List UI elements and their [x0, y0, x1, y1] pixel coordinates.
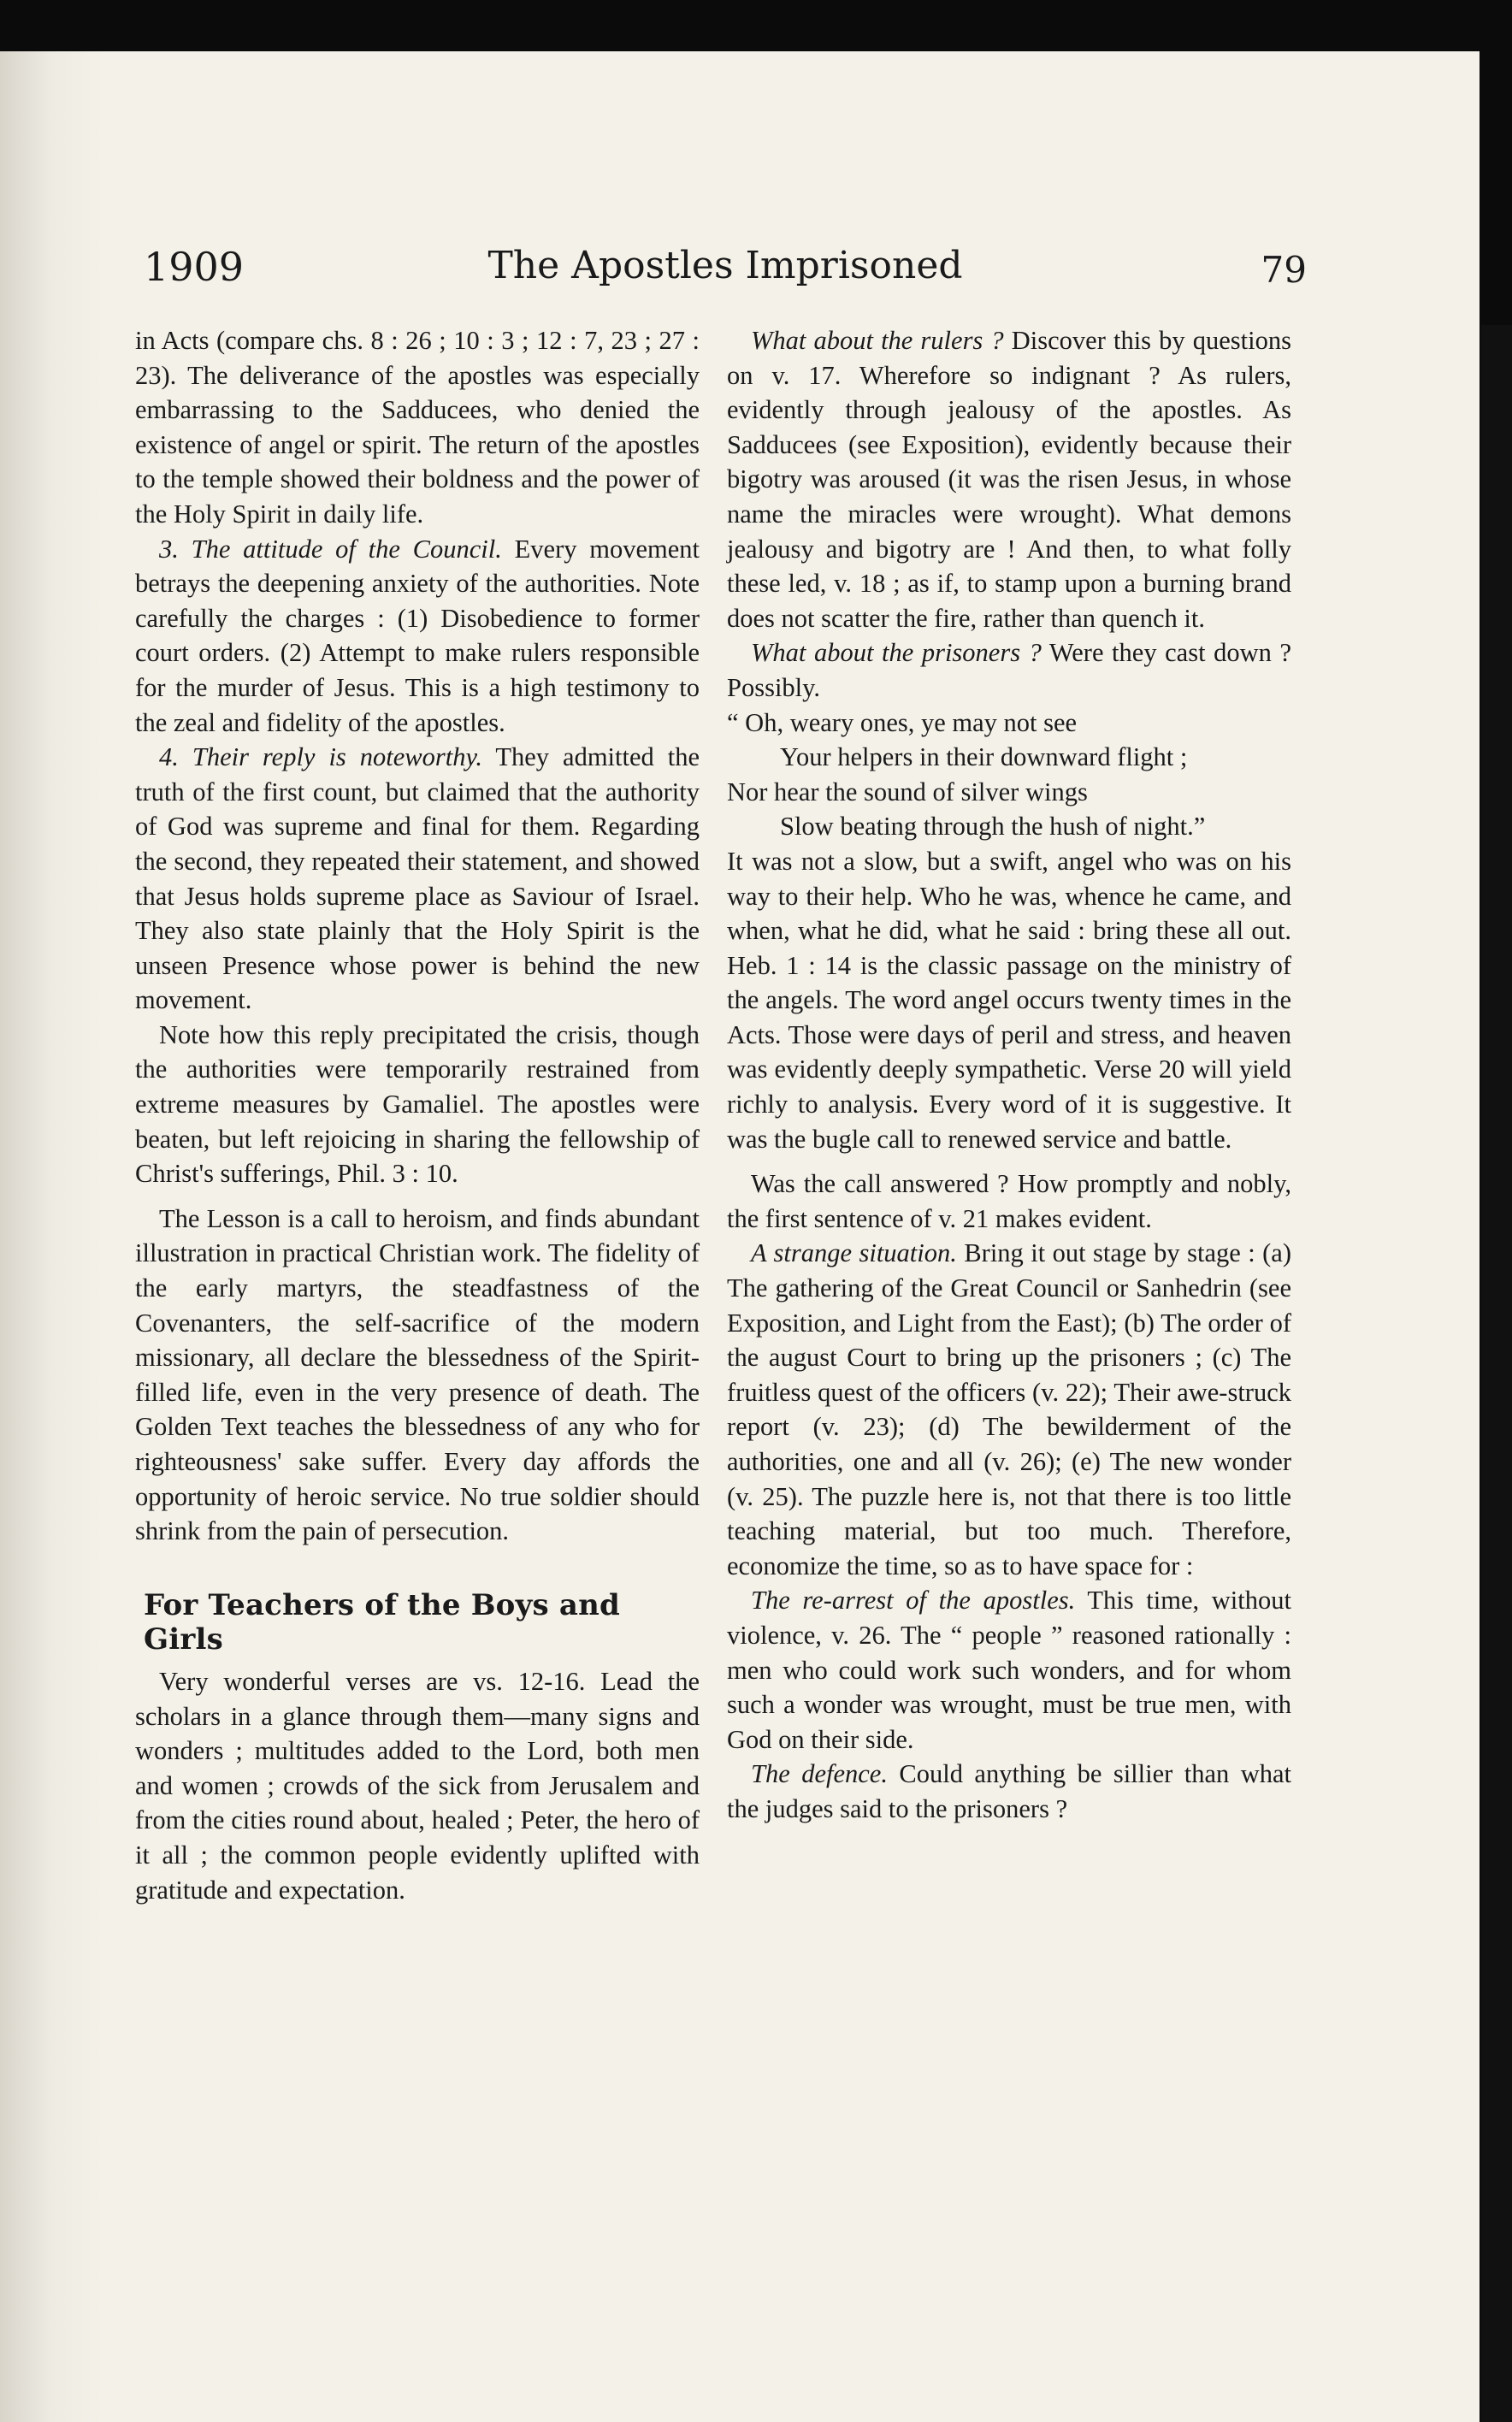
paragraph — [135, 740, 700, 1018]
left-column — [135, 323, 700, 1907]
paragraph — [727, 323, 1291, 635]
paragraph-text: This time, without violence, v. 26. The “ people ” reasoned rationally : men who could work such wonders, and for whom such a wonder was wrought, must be true men, with God on their side. — [727, 1586, 1291, 1754]
running-head — [144, 244, 1307, 304]
paragraph — [727, 1757, 1291, 1826]
paragraph-heading: 3. The attitude of the Council. — [159, 534, 502, 564]
poem-line: Nor hear the sound of silver wings — [727, 777, 1088, 806]
page-gutter-shadow — [0, 51, 103, 2422]
paragraph: Very wonderful verses are vs. 12-16. Lead the scholars in a glance through them—many signs and wonders ; multitudes added to the Lord, both men and women ; crowds of the sick from Jerusalem and from the cities round about, healed ; Peter, the hero of it all ; the common people evidently uplifted with gratitude and expectation. — [135, 1666, 700, 1905]
paragraph-text: Were they cast down ? Possibly. — [727, 638, 1291, 702]
header-title: The Apostles Imprisoned — [487, 244, 963, 287]
paragraph-text: Could anything be sillier than what the judges said to the prisoners ? — [727, 1759, 1291, 1823]
paragraph — [727, 635, 1291, 705]
page-number: 79 — [1261, 249, 1307, 291]
poem-line: “ Oh, weary ones, ye may not see — [727, 707, 1078, 737]
paragraph: in Acts (compare chs. 8 : 26 ; 10 : 3 ; 12 : 7, 23 ; 27 : 23). The deliverance of the apostles was especially embarrassing to the Sadducees, who denied the existence of angel or spirit. The return of the apostles to the temple showed their boldness and the power of the Holy Spirit in daily life. — [135, 326, 700, 529]
paragraph-text: They admitted the truth of the first count, but claimed that the authority of God was supreme and final for them. Regarding the second, they repeated their statement, and showed that Jesus holds supreme place as Saviour of Israel. They also state plainly that the Holy Spirit is the unseen Presence whose power is behind the new movement. — [135, 742, 700, 1015]
paragraph-heading: A strange situation. — [751, 1238, 957, 1268]
paragraph-text: Every movement betrays the deepening anxiety of the authorities. Note carefully the charges : (1) Disobedience to former court orders. (2) Attempt to make rulers responsible for the murder of Jesus. This is a high testimony to the zeal and fidelity of the apostles. — [135, 534, 700, 737]
paragraph: It was not a slow, but a swift, angel who was on his way to their help. Who he was, whence he came, and when, what he did, what he said : bring these all out. Heb. 1 : 14 is the classic passage on the ministry of the angels. The word angel occurs twenty times in the Acts. Those were days of peril and stress, and heaven was evidently deeply sympathetic. Verse 20 will yield richly to analysis. Every word of it is suggestive. It was the bugle call to renewed service and battle. — [727, 846, 1291, 1154]
poem-line: Your helpers in their downward flight ; — [780, 742, 1188, 772]
paragraph: Note how this reply precipitated the crisis, though the authorities were temporarily restrained from extreme measures by Gamaliel. The apostles were beaten, but left rejoicing in sharing the fellowship of Christ's sufferings, Phil. 3 : 10. — [135, 1019, 700, 1189]
paragraph-heading: What about the prisoners ? — [751, 638, 1042, 668]
poem-line: Slow beating through the hush of night.” — [780, 812, 1206, 842]
paragraph — [135, 532, 700, 741]
section-heading: For Teachers of the Boys and Girls — [144, 1587, 621, 1657]
paragraph — [727, 1583, 1291, 1757]
header-year: 1909 — [144, 244, 245, 290]
paragraph-text: Discover this by questions on v. 17. Wherefore so indignant ? As rulers, evidently through jealousy of the apostles. As Sadducees (see Exposition), evidently because their bigotry was aroused (it was the risen Jesus, in whose name the miracles were wrought). What demons jealousy and bigotry are ! And then, to what folly these led, v. 18 ; as if, to stamp upon a burning brand does not scatter the fire, rather than quench it. — [727, 326, 1291, 633]
poem-quote — [727, 706, 1291, 844]
paragraph-heading: The re-arrest of the apostles. — [751, 1586, 1076, 1616]
paragraph: Was the call answered ? How promptly and nobly, the first sentence of v. 21 makes evident. — [727, 1169, 1291, 1233]
paragraph-heading: 4. Their reply is noteworthy. — [159, 742, 482, 772]
scan-edge — [1481, 325, 1512, 2422]
paragraph-heading: What about the rulers ? — [751, 326, 1004, 355]
paragraph-text: Bring it out stage by stage : (a) The gathering of the Great Council or Sanhedrin (see Exposition, and Light from the East); (b) The order of the august Court to bring up the prisoners ; (c) The fruitless quest of the officers (v. 22); Their awe-struck report (v. 23); (d) The bewilderment of the authorities, one and all (v. 26); (e) The new wonder (v. 25). The puzzle here is, not that there is too little teaching material, but too much. Therefore, economize the time, so as to have space for : — [727, 1238, 1291, 1580]
paragraph: The Lesson is a call to heroism, and finds abundant illustration in practical Christian work. The fidelity of the early martyrs, the steadfastness of the Covenanters, the self-sacrifice of the modern missionary, all declare the blessedness of the Spirit-filled life, even in the very presence of death. The Golden Text teaches the blessedness of any who for righteousness' sake suffer. Every day affords the opportunity of heroic service. No true soldier should shrink from the pain of persecution. — [135, 1203, 700, 1546]
paragraph — [727, 1236, 1291, 1583]
paragraph-heading: The defence. — [751, 1759, 888, 1789]
right-column — [727, 323, 1291, 1827]
